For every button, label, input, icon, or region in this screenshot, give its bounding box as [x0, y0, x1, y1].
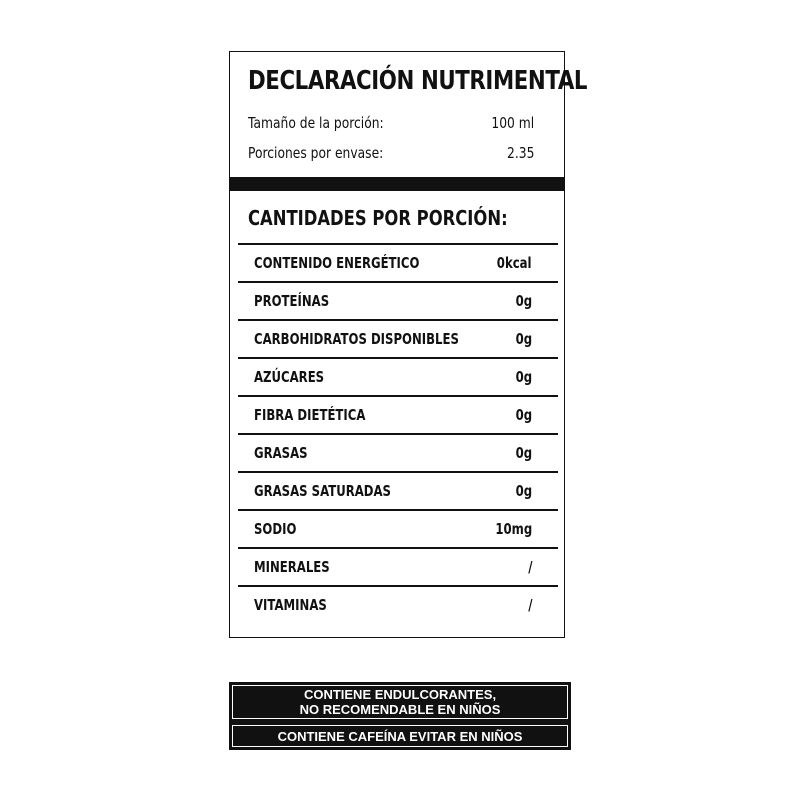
caffeine-warning-box [232, 725, 568, 747]
servings-row [248, 144, 534, 166]
caffeine-warning-text: CONTIENE CAFEÍNA EVITAR EN NIÑOS [277, 728, 523, 744]
nutrient-amount: / [527, 558, 532, 576]
nutrient-amount: 0g [515, 330, 532, 348]
nutrient-table [238, 243, 558, 623]
nutrient-name: VITAMINAS [254, 596, 327, 614]
table-row [238, 319, 558, 357]
table-row [238, 509, 558, 547]
nutrient-amount: 0g [515, 292, 532, 310]
sweetener-warning-line2: NO RECOMENDABLE EN NIÑOS [299, 702, 501, 717]
nutrient-name: PROTEÍNAS [254, 292, 330, 310]
caffeine-warning [229, 722, 571, 750]
nutrient-name: GRASAS [254, 444, 308, 462]
serving-size-row [248, 114, 534, 136]
table-row [238, 433, 558, 471]
servings-label: Porciones por envase: [248, 144, 384, 162]
sweetener-warning-line1: CONTIENE ENDULCORANTES, [303, 687, 497, 702]
section-title: CANTIDADES POR PORCIÓN: [248, 206, 508, 230]
table-row [238, 243, 558, 281]
nutrient-name: MINERALES [254, 558, 330, 576]
nutrient-amount: / [527, 596, 532, 614]
nutrient-name: CARBOHIDRATOS DISPONIBLES [254, 330, 459, 348]
nutrient-name: CONTENIDO ENERGÉTICO [254, 254, 420, 272]
label-title: DECLARACIÓN NUTRIMENTAL [248, 66, 588, 96]
nutrient-amount: 0g [515, 406, 532, 424]
table-row [238, 395, 558, 433]
servings-value: 2.35 [506, 144, 534, 162]
nutrient-amount: 10mg [495, 520, 532, 538]
serving-size-label: Tamaño de la porción: [248, 114, 384, 132]
sweetener-warning-box [232, 685, 568, 719]
nutrient-amount: 0kcal [497, 254, 532, 272]
table-row [238, 471, 558, 509]
nutrition-label [229, 51, 588, 638]
sweetener-warning [229, 682, 571, 722]
nutrient-name: FIBRA DIETÉTICA [254, 406, 366, 424]
nutrient-name: SODIO [254, 520, 297, 538]
table-row [238, 357, 558, 395]
serving-size-value: 100 ml [491, 114, 534, 132]
nutrient-amount: 0g [515, 482, 532, 500]
nutrient-name: AZÚCARES [254, 368, 325, 386]
divider-bar [230, 177, 564, 191]
nutrient-amount: 0g [515, 444, 532, 462]
table-row [238, 585, 558, 623]
nutrient-name: GRASAS SATURADAS [254, 482, 391, 500]
nutrient-amount: 0g [515, 368, 532, 386]
table-row [238, 281, 558, 319]
table-row [238, 547, 558, 585]
